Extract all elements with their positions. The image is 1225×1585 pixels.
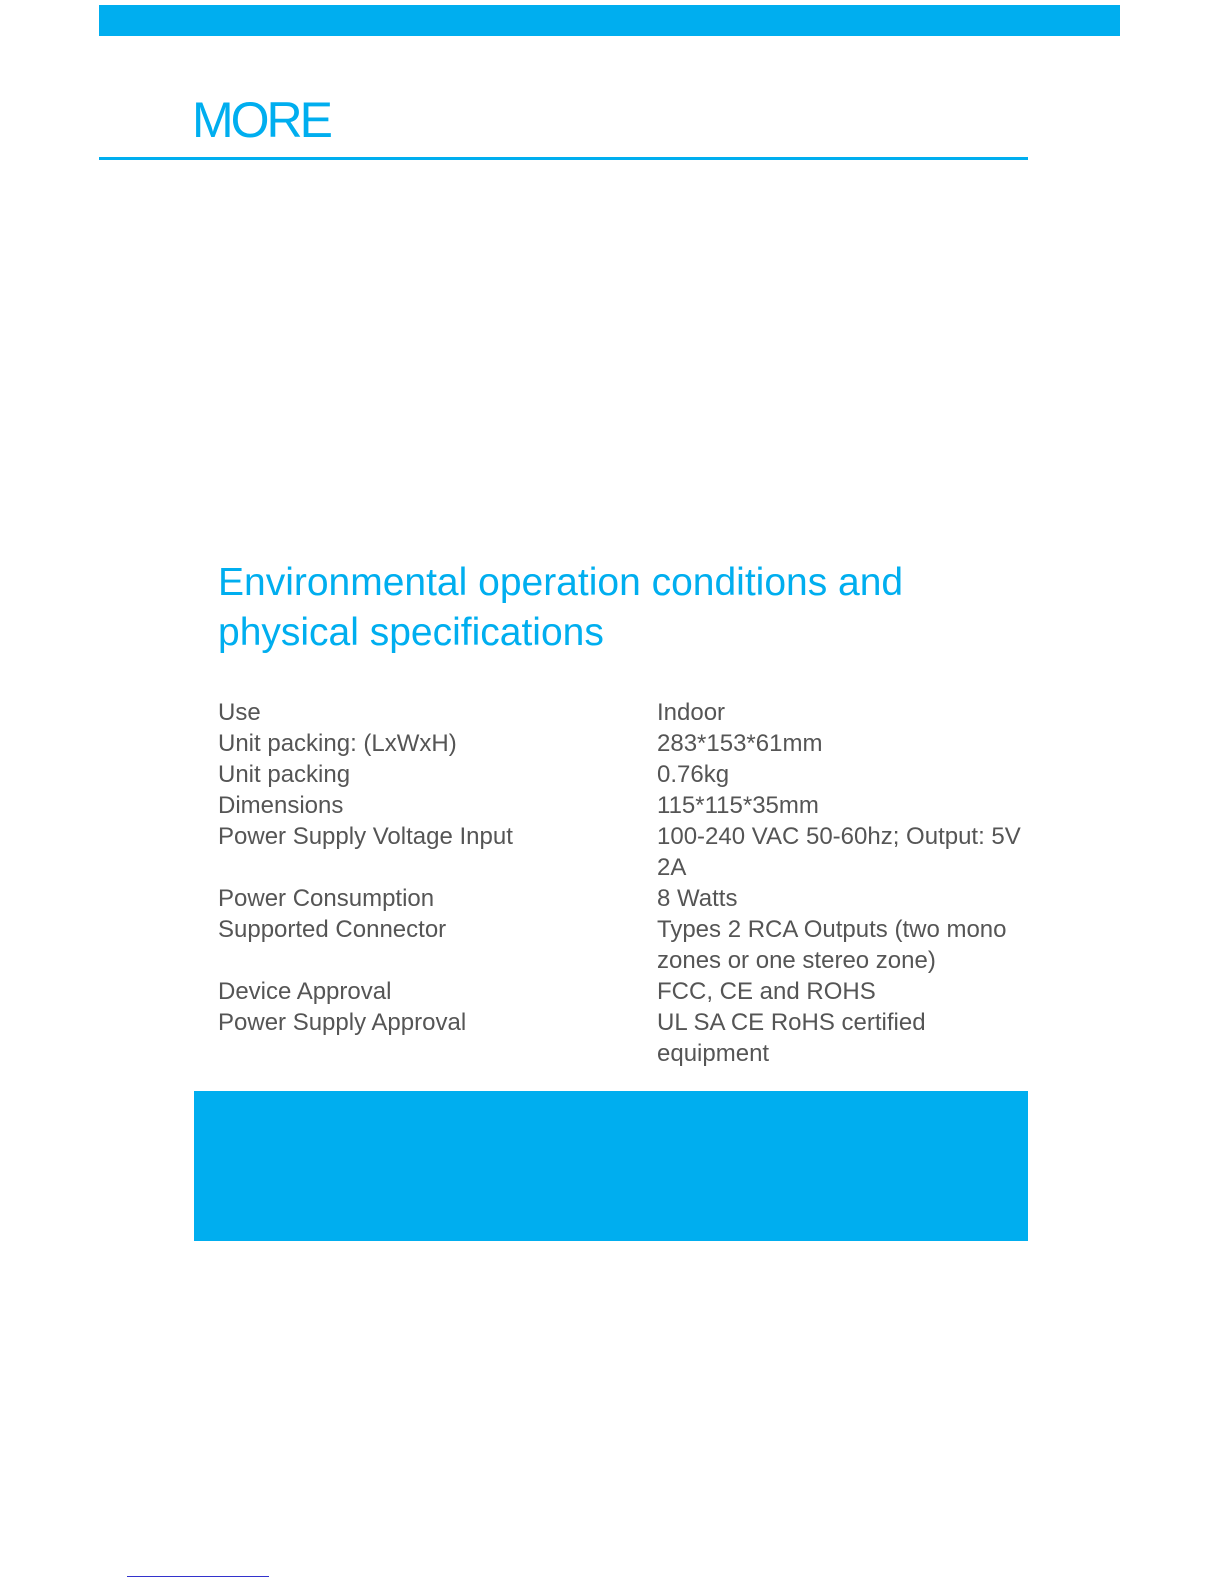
footer-divider — [127, 1576, 269, 1577]
spec-row-device-approval — [218, 976, 1038, 1007]
section-title: MORE — [192, 92, 330, 148]
spec-row-supported-connector — [218, 914, 1038, 976]
accent-panel — [194, 1091, 1028, 1241]
specifications-table — [218, 697, 1038, 1069]
spec-value: 115*115*35mm — [657, 792, 819, 819]
specifications-heading: Environmental operation conditions and physical specifications — [218, 561, 904, 654]
spec-label: Power Supply Approval — [218, 1009, 467, 1036]
spec-label: Dimensions — [218, 792, 344, 819]
spec-value: Types 2 RCA Outputs (two mono zones or one stereo zone) — [657, 916, 1007, 974]
spec-label: Power Supply Voltage Input — [218, 823, 513, 850]
spec-label: Power Consumption — [218, 885, 435, 912]
spec-value: 100-240 VAC 50-60hz; Output: 5V 2A — [657, 823, 1021, 881]
spec-value: 0.76kg — [657, 761, 730, 788]
spec-label: Unit packing — [218, 761, 351, 788]
spec-label: Device Approval — [218, 978, 392, 1005]
spec-row-unit-packing-weight — [218, 759, 1038, 790]
spec-label: Unit packing: (LxWxH) — [218, 730, 457, 757]
spec-value: FCC, CE and ROHS — [657, 978, 876, 1005]
spec-row-power-supply-approval — [218, 1007, 1038, 1069]
spec-value: 283*153*61mm — [657, 730, 823, 757]
spec-row-unit-packing-size — [218, 728, 1038, 759]
spec-row-dimensions — [218, 790, 1038, 821]
spec-row-use — [218, 697, 1038, 728]
spec-value: Indoor — [657, 699, 726, 726]
spec-value: UL SA CE RoHS certified equipment — [657, 1009, 926, 1067]
spec-row-power-consumption — [218, 883, 1038, 914]
top-accent-band — [99, 5, 1120, 36]
spec-label: Use — [218, 699, 261, 726]
spec-value: 8 Watts — [657, 885, 738, 912]
title-underline — [99, 157, 1028, 160]
spec-label: Supported Connector — [218, 916, 447, 943]
spec-row-power-supply-voltage — [218, 821, 1038, 883]
